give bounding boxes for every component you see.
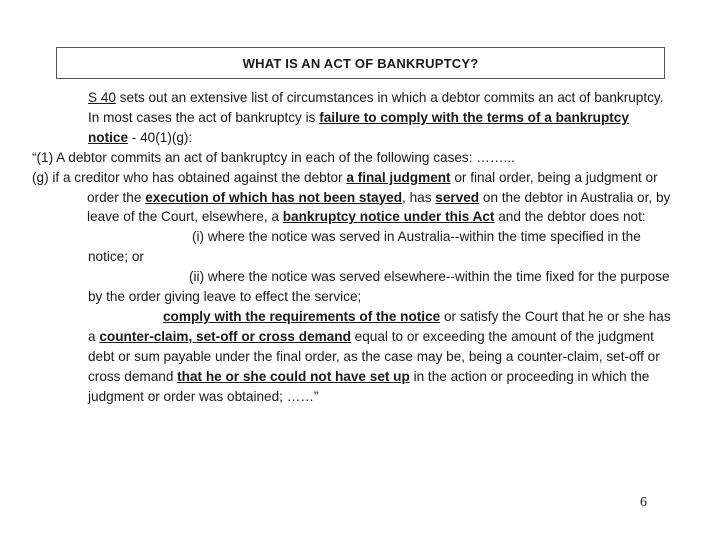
sub-clause-ii-text: (ii) where the notice was served elsewhere--within the time fixed for the purpose by the order giving leave to effect the service; <box>88 269 670 305</box>
clause-g-not-stayed: execution of which has not been stayed <box>145 189 403 205</box>
clause-g-text-4: on the debtor in Australia or, by leave of the Court, elsewhere, a <box>87 189 671 225</box>
most-cases-pre: In most cases the act of bankruptcy is <box>88 109 320 125</box>
comply-paragraph <box>32 307 672 407</box>
clause-g <box>32 168 672 228</box>
intro-paragraph <box>32 88 672 108</box>
sub-clause-ii <box>32 267 672 307</box>
most-cases-paragraph <box>32 108 672 148</box>
sub-clause-i-text: (i) where the notice was served in Australia--within the time specified in the notice; or <box>88 229 641 265</box>
slide-title-box <box>56 47 665 79</box>
clause-g-served: served <box>435 189 480 205</box>
most-cases-post: - 40(1)(g): <box>128 129 193 145</box>
clause-g-text-2: or final order, being a judgment or order the <box>87 169 658 205</box>
clause-g-final-judgment: a final judgment <box>346 169 451 185</box>
section-reference-link[interactable]: S 40 <box>88 90 116 105</box>
page-number: 6 <box>640 495 647 510</box>
slide-body <box>32 88 672 407</box>
clause-g-bankruptcy-notice: bankruptcy notice under this Act <box>282 209 495 225</box>
slide-title: WHAT IS AN ACT OF BANKRUPTCY? <box>242 55 479 71</box>
clause-g-text-5: and the debtor does not: <box>494 209 646 225</box>
comply-text-2: equal to or exceeding the amount of the judgment debt or sum payable under the final order, as the case may be, being a counter-claim, set-off or cross demand <box>88 328 660 384</box>
most-cases-emphasis: failure to comply with the terms of a bankruptcy notice <box>88 109 629 145</box>
comply-text-1: or satisfy the Court that he or she has a <box>88 308 671 344</box>
comply-counter-claim: counter-claim, set-off or cross demand <box>99 328 351 344</box>
sub-clause-i <box>32 227 672 267</box>
clause-g-text-3: , has <box>402 189 436 205</box>
comply-text-3: in the action or proceeding in which the judgment or order was obtained; ……” <box>88 368 650 404</box>
comply-requirements: comply with the requirements of the notice <box>163 308 441 324</box>
clause-g-text-1: (g) if a creditor who has obtained against the debtor <box>32 169 347 185</box>
clause-1: “(1) A debtor commits an act of bankruptcy in each of the following cases: ……... <box>32 149 515 165</box>
intro-text: sets out an extensive list of circumstances in which a debtor commits an act of bankruptcy. <box>115 90 664 105</box>
comply-could-not-set-up: that he or she could not have set up <box>177 368 410 384</box>
